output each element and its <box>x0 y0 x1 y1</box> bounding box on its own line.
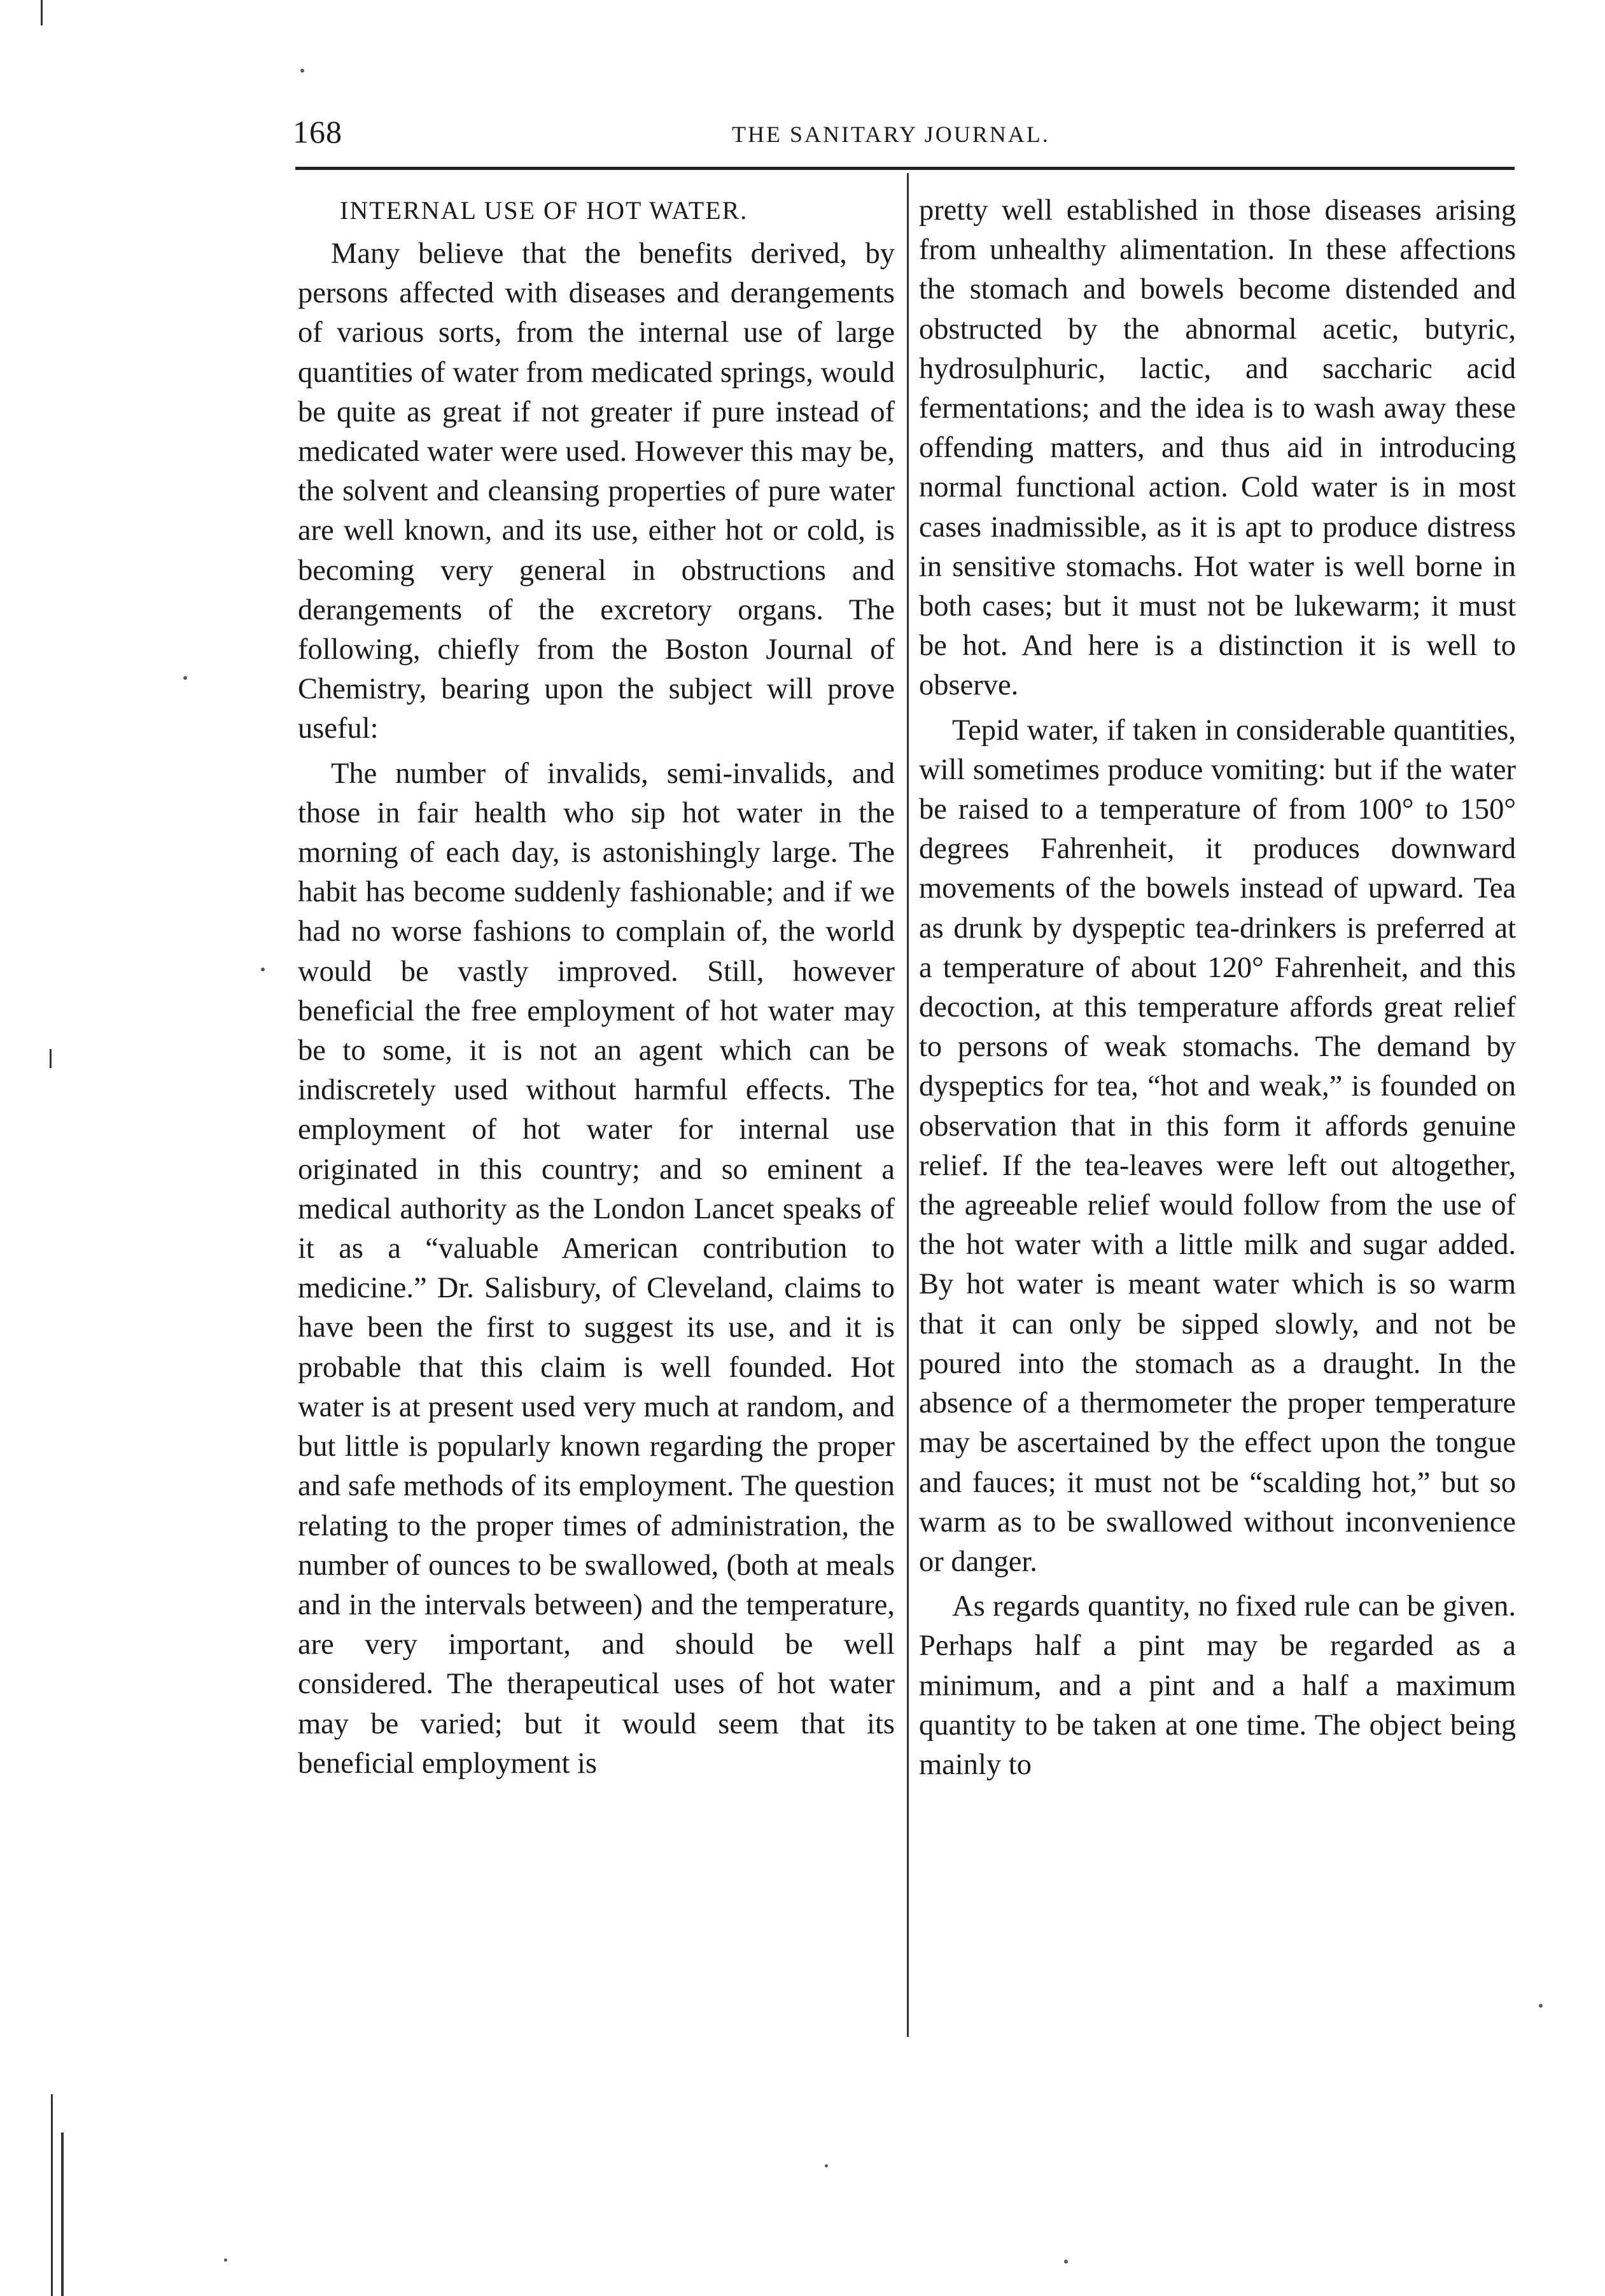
scan-speck <box>825 2164 828 2167</box>
running-head: THE SANITARY JOURNAL. <box>732 122 1050 147</box>
scan-speck <box>1064 2260 1068 2264</box>
edge-mark <box>41 0 43 25</box>
paragraph: Tepid water, if taken in considerable quantities, will sometimes produce vomiting: but if the water be raised to a temperature of from 100° to 150° degrees Fahrenheit, it produces downward movements of the bowels instead of upward. Tea as drunk by dyspeptic tea-drinkers is preferred at a temperature of about 120° Fahrenheit, and this decoction, at this temperature affords great relief to persons of weak stomachs. The demand by dyspeptics for tea, “hot and weak,” is founded on observation that in this form it affords genuine relief. If the tea-leaves were left out altogether, the agreeable relief would follow from the use of the hot water with a little milk and sugar added. By hot water is meant water which is so warm that it can only be sipped slowly, and not be poured into the stomach as a draught. In the absence of a thermometer the proper temperature may be ascertained by the effect upon the tongue and fauces; it must not be “scalding hot,” but so warm as to be swallowed without inconvenience or danger. <box>919 714 1516 1578</box>
left-column <box>298 191 895 1784</box>
header-rule <box>295 167 1515 170</box>
article-heading: INTERNAL USE OF HOT WATER. <box>340 196 748 225</box>
paragraph: Many believe that the benefits derived, by persons affected with diseases and derangements of various sorts, from the internal use of large quantities of water from medicated springs, would be quite as great if not greater if pure instead of medicated water were used. However this may be, the solvent and cleansing properties of pure water are well known, and its use, either hot or cold, is becoming very general in obstructions and derangements of the excretory organs. The following, chiefly from the Boston Journal of Chemistry, bearing upon the subject will prove useful: <box>298 237 895 745</box>
scan-speck <box>1539 2004 1543 2008</box>
right-column <box>919 191 1516 1785</box>
paragraph: As regards quantity, no fixed rule can be given. Perhaps half a pint may be regarded as a minimum, and a pint and a half a maximum quantity to be taken at one time. The object being mainly to <box>919 1590 1516 1781</box>
edge-mark <box>61 2132 64 2296</box>
scan-speck <box>261 968 265 971</box>
scan-speck <box>183 676 187 680</box>
scan-speck <box>224 2258 227 2262</box>
edge-mark <box>51 2094 53 2296</box>
paragraph-continuation: pretty well established in those diseases arising from unhealthy alimentation. In these affections the stomach and bowels become distended and obstructed by the abnormal acetic, butyric, hydrosulphuric, lactic, and saccharic acid fermentations; and the idea is to wash away these offending matters, and thus aid in introducing normal functional action. Cold water is in most cases inadmissible, as it is apt to produce distress in sensitive stomachs. Hot water is well borne in both cases; but it must not be lukewarm; it must be hot. And here is a distinction it is well to observe. <box>919 194 1516 702</box>
paragraph: The number of invalids, semi-invalids, and those in fair health who sip hot water in the morning of each day, is astonishingly large. The habit has become suddenly fashionable; and if we had no worse fashions to complain of, the world would be vastly improved. Still, however beneficial the free employment of hot water may be to some, it is not an agent which can be indiscretely used without harmful effects. The employment of hot water for internal use originated in this country; and so eminent a medical authority as the London Lancet speaks of it as a “valuable American contribution to medicine.” Dr. Salisbury, of Cleveland, claims to have been the first to suggest its use, and it is probable that this claim is well founded. Hot water is at present used very much at random, and but little is popularly known regarding the proper and safe methods of its employment. The question relating to the proper times of administration, the number of ounces to be swallowed, (both at meals and in the intervals between) and the temperature, are very important, and should be well considered. The therapeutical uses of hot water may be varied; but it would seem that its beneficial employment is <box>298 757 895 1780</box>
column-divider <box>907 173 909 2037</box>
scan-speck <box>300 69 304 73</box>
page-number: 168 <box>293 114 342 150</box>
edge-mark <box>50 1049 52 1068</box>
